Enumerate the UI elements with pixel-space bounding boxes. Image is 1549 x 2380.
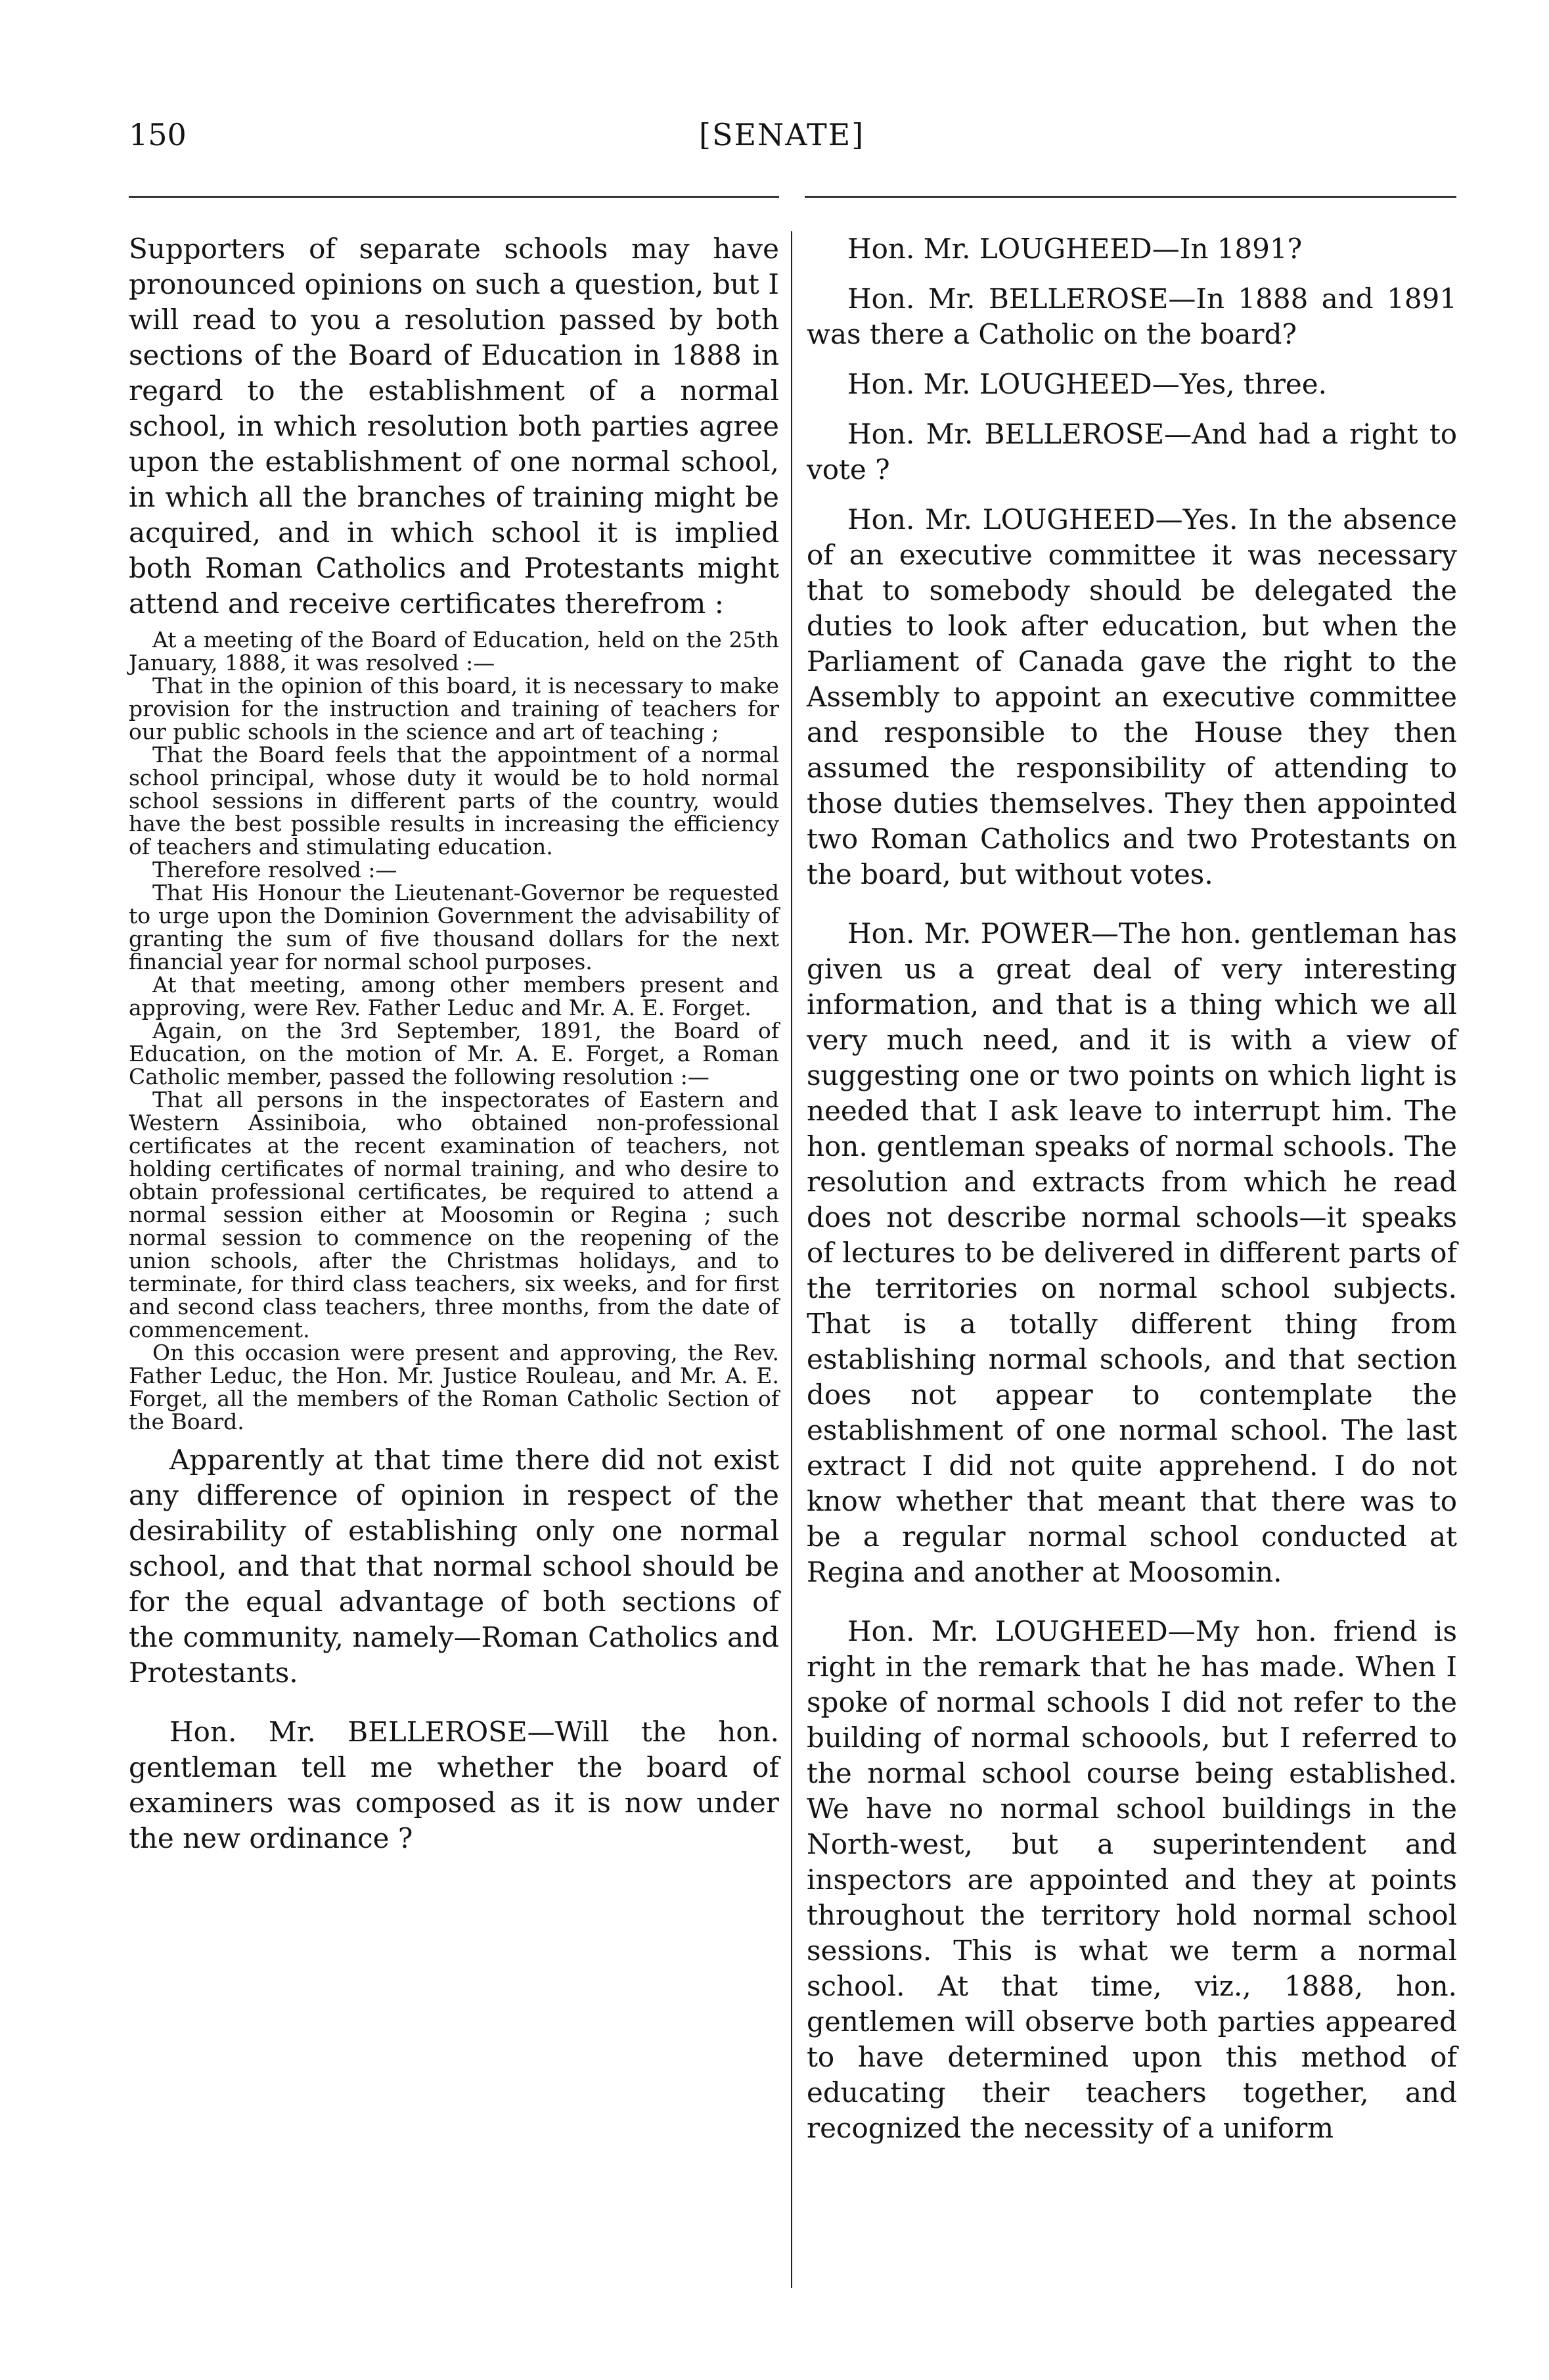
- quote-paragraph: On this occasion were present and approving, the Rev. Father Leduc, the Hon. Mr. Justice Rouleau, and Mr. A. E. Forget, all the members of the Roman Catholic Section of the Board.: [129, 1340, 779, 1434]
- resolution-quote: [129, 628, 779, 1433]
- intro-paragraph: Supporters of separate schools may have pronounced opinions on such a question, but I will read to you a resolution passed by both sections of the Board of Education in 1888 in regard to the establishment of a normal school, in which resolution both parties agree upon the establishment of one normal school, in which all the branches of training might be acquired, and in which school it is implied both Roman Catholics and Protestants might attend and receive certificates therefrom :: [129, 233, 779, 620]
- quote-paragraph: That in the opinion of this board, it is necessary to make provision for the instruction and training of teachers for our public schools in the science and art of teaching ;: [129, 673, 779, 744]
- column-divider: [791, 231, 792, 2288]
- quote-paragraph: That the Board feels that the appointment of a normal school principal, whose duty it would be to hold normal school sessions in different parts of the country, would have the best possible results in increasing the efficiency of teachers and stimulating education.: [129, 742, 779, 859]
- page-number: 150: [129, 117, 187, 152]
- speaker-paragraph: Hon. Mr. LOUGHEED—Yes, three.: [847, 368, 1327, 400]
- speaker-paragraph: Hon. Mr. LOUGHEED—In 1891?: [847, 233, 1303, 265]
- speaker-paragraph: Hon. Mr. POWER—The hon. gentleman has given us a great deal of very interesting information, and that is a thing which we all very much need, and it is with a view of suggesting one or two points on which light is needed that I ask leave to interrupt him. The hon. gentleman speaks of normal schools. The resolution and extracts from which he read does not describe normal schools—it speaks of lectures to be delivered in different parts of the territories on normal school subjects. That is a totally different thing from establishing normal schools, and that section does not appear to contemplate the establishment of one normal school. The last extract I did not quite apprehend. I do not know whether that meant that there was to be a regular normal school conducted at Regina and another at Moosomin.: [807, 917, 1457, 1588]
- running-head: [SENATE]: [699, 117, 865, 152]
- quote-paragraph: Again, on the 3rd September, 1891, the Board of Education, on the motion of Mr. A. E. Forget, a Roman Catholic member, passed the following resolution :—: [129, 1018, 779, 1089]
- speaker-paragraph: Hon. Mr. BELLEROSE—And had a right to vote ?: [807, 418, 1457, 486]
- header-rule-left: [129, 196, 779, 198]
- speaker-paragraph: Hon. Mr. BELLEROSE—Will the hon. gentleman tell me whether the board of examiners was composed as it is now under the new ordinance ?: [129, 1716, 779, 1854]
- left-column: [129, 231, 779, 1856]
- quote-paragraph: At a meeting of the Board of Education, held on the 25th January, 1888, it was resolved :—: [129, 627, 779, 675]
- quote-paragraph: That His Honour the Lieutenant-Governor be requested to urge upon the Dominion Government the advisability of granting the sum of five thousand dollars for the next financial year for normal school purposes.: [129, 880, 779, 974]
- quote-paragraph: Therefore resolved :—: [152, 857, 397, 882]
- right-column: [807, 231, 1457, 2146]
- speaker-paragraph: Hon. Mr. BELLEROSE—In 1888 and 1891 was there a Catholic on the board?: [807, 283, 1457, 350]
- speaker-paragraph: Hon. Mr. LOUGHEED—Yes. In the absence of an executive committee it was necessary that to somebody should be delegated the duties to look after education, but when the Parliament of Canada gave the right to the Assembly to appoint an executive committee and responsible to the House they then assumed the responsibility of attending to those duties themselves. They then appointed two Roman Catholics and two Protestants on the board, but without votes.: [807, 503, 1457, 890]
- quote-paragraph: That all persons in the inspectorates of Eastern and Western Assiniboia, who obtained non-professional certificates at the recent examination of teachers, not holding certificates of normal training, and who desire to obtain professional certificates, be required to attend a normal session either at Moosomin or Regina ; such normal session to commence on the reopening of the union schools, after the Christmas holidays, and to terminate, for third class teachers, six weeks, and for first and second class teachers, three months, from the date of commencement.: [129, 1087, 779, 1342]
- after-quote-paragraph: Apparently at that time there did not exist any difference of opinion in respect of the desirability of establishing only one normal school, and that that normal school should be for the equal advantage of both sections of the community, namely—Roman Catholics and Protestants.: [129, 1444, 779, 1689]
- quote-paragraph: At that meeting, among other members present and approving, were Rev. Father Leduc and Mr. A. E. Forget.: [129, 972, 779, 1020]
- header-rule-right: [805, 196, 1456, 198]
- speaker-paragraph: Hon. Mr. LOUGHEED—My hon. friend is right in the remark that he has made. When I spoke of normal schools I did not refer to the building of normal schoools, but I referred to the normal school course being established. We have no normal school buildings in the North-west, but a superintendent and inspectors are appointed and they at points throughout the territory hold normal school sessions. This is what we term a normal school. At that time, viz., 1888, hon. gentlemen will observe both parties appeared to have determined upon this method of educating their teachers together, and recognized the necessity of a uniform: [807, 1615, 1457, 2144]
